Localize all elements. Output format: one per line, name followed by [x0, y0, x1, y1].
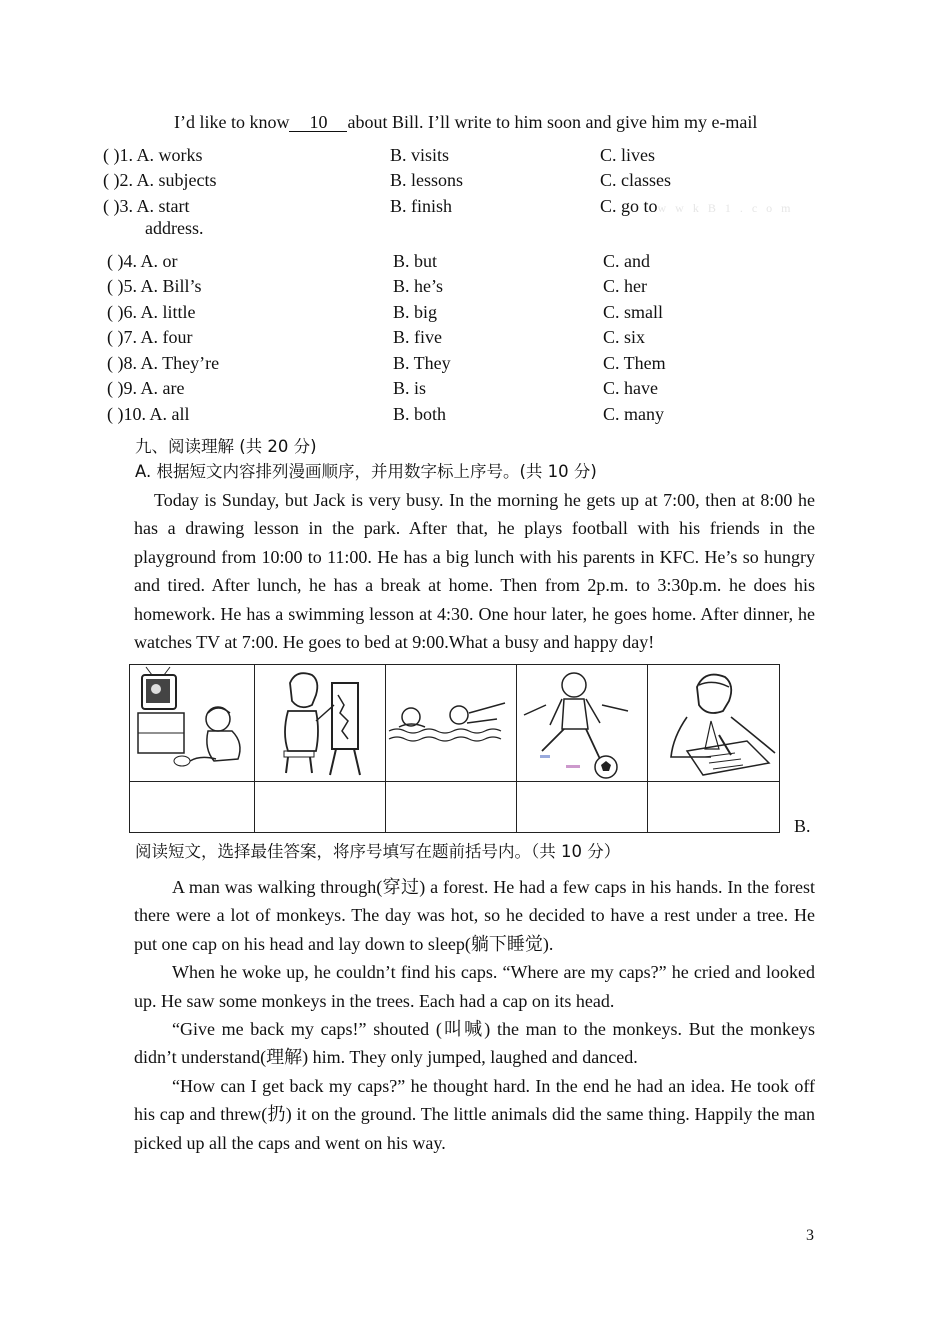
page-number: 3 [806, 1227, 814, 1244]
option-2-b: B. lessons [390, 170, 464, 190]
option-8-a: ( )8. A. They’re [107, 353, 220, 373]
football-icon [516, 665, 647, 781]
homework-icon [647, 665, 779, 781]
option-5-b: B. he’s [393, 276, 444, 296]
passage-a [134, 486, 815, 656]
option-8-c: C. Them [603, 353, 666, 373]
picture-cell-5 [647, 665, 780, 832]
option-6-c: C. small [603, 302, 664, 322]
passage-a-text: Today is Sunday, but Jack is very busy. In the morning he gets up at 7:00, then at 8:00 he has a drawing lesson in the park. After that, he plays football with his friends in the playground from 10:00 to 11:00. He has a big lunch with his parents in KFC. He’s so hungry and tired. After lunch, he has a break at home. Then from 2p.m. to 3:30p.m. he does his homework. He has a swimming lesson at 4:30. One hour later, he goes home. After dinner, he watches TV at 7:00. He goes to bed at 9:00.What a busy and happy day! [134, 490, 815, 653]
option-3-c [600, 195, 794, 219]
passage-b-paragraph-1: A man was walking through(穿过) a forest. He had a few caps in his hands. In the forest there were a lot of monkeys. The day was hot, so he decided to have a rest under a tree. He put one cap on his head and lay down to sleep(躺下睡觉). [134, 877, 815, 954]
part-b-instruction: 阅读短文，选择最佳答案，将序号填写在题前括号内。（共 10 分） [135, 842, 621, 861]
swimming-icon [385, 665, 516, 781]
option-4-c: C. and [603, 251, 650, 271]
drawing-icon [254, 665, 385, 781]
option-3-a: ( )3. A. start [103, 196, 190, 216]
option-3-b: B. finish [390, 196, 453, 216]
option-5-c: C. her [603, 276, 647, 296]
option-7-c: C. six [603, 327, 646, 347]
option-3-c-text: C. go to [600, 196, 658, 216]
option-4-b: B. but [393, 251, 438, 271]
option-10-c: C. many [603, 404, 664, 424]
option-9-a: ( )9. A. are [107, 378, 185, 398]
intro-before: I’d like to know [174, 112, 290, 132]
passage-b-paragraph-2: When he woke up, he couldn’t find his caps. “Where are my caps?” he cried and looked up. He saw some monkeys in the trees. Each had a cap on its head. [134, 962, 815, 1011]
intro-continuation: address. [145, 218, 204, 238]
option-9-b: B. is [393, 378, 427, 398]
option-7-a: ( )7. A. four [107, 327, 193, 347]
option-1-c: C. lives [600, 145, 656, 165]
option-5-a: ( )5. A. Bill’s [107, 276, 202, 296]
part-a-instruction: A. 根据短文内容排列漫画顺序，并用数字标上序号。(共 10 分) [135, 462, 597, 481]
option-2-a: ( )2. A. subjects [103, 170, 217, 190]
option-6-a: ( )6. A. little [107, 302, 196, 322]
passage-b-paragraph-4: “How can I get back my caps?” he thought hard. In the end he had an idea. He took off his cap and threw(扔) it on the ground. The little animals did the same thing. Happily the man picked up all the caps and went on his way. [134, 1075, 815, 1153]
passage-b [134, 873, 815, 1157]
option-7-b: B. five [393, 327, 442, 347]
option-10-b: B. both [393, 404, 447, 424]
intro-line [174, 111, 757, 133]
section-heading: 九、阅读理解 (共 20 分) [135, 437, 317, 456]
picture-cell-3 [385, 665, 517, 832]
option-8-b: B. They [393, 353, 451, 373]
option-2-c: C. classes [600, 170, 671, 190]
passage-b-paragraph-3: “Give me back my caps!” shouted (叫喊) the man to the monkeys. But the monkeys didn’t understand(理解) him. They only jumped, laughed and danced. [134, 1019, 815, 1068]
option-10-a: ( )10. A. all [107, 404, 190, 424]
intro-after: about Bill. I’ll write to him soon and give him my e-mail [347, 112, 758, 132]
option-1-b: B. visits [390, 145, 450, 165]
option-4-a: ( )4. A. or [107, 251, 178, 271]
option-1-a: ( )1. A. works [103, 145, 203, 165]
picture-cell-1 [130, 665, 255, 832]
tv-watching-icon [130, 665, 254, 781]
answer-row-divider [130, 781, 779, 782]
watermark: w w k B 1 . c o m [657, 201, 794, 215]
picture-cell-2 [254, 665, 386, 832]
option-6-b: B. big [393, 302, 438, 322]
option-9-c: C. have [603, 378, 658, 398]
picture-cell-4 [516, 665, 648, 832]
part-b-letter: B. [794, 816, 811, 836]
picture-grid [129, 664, 780, 833]
intro-blank: 10 [289, 113, 347, 132]
